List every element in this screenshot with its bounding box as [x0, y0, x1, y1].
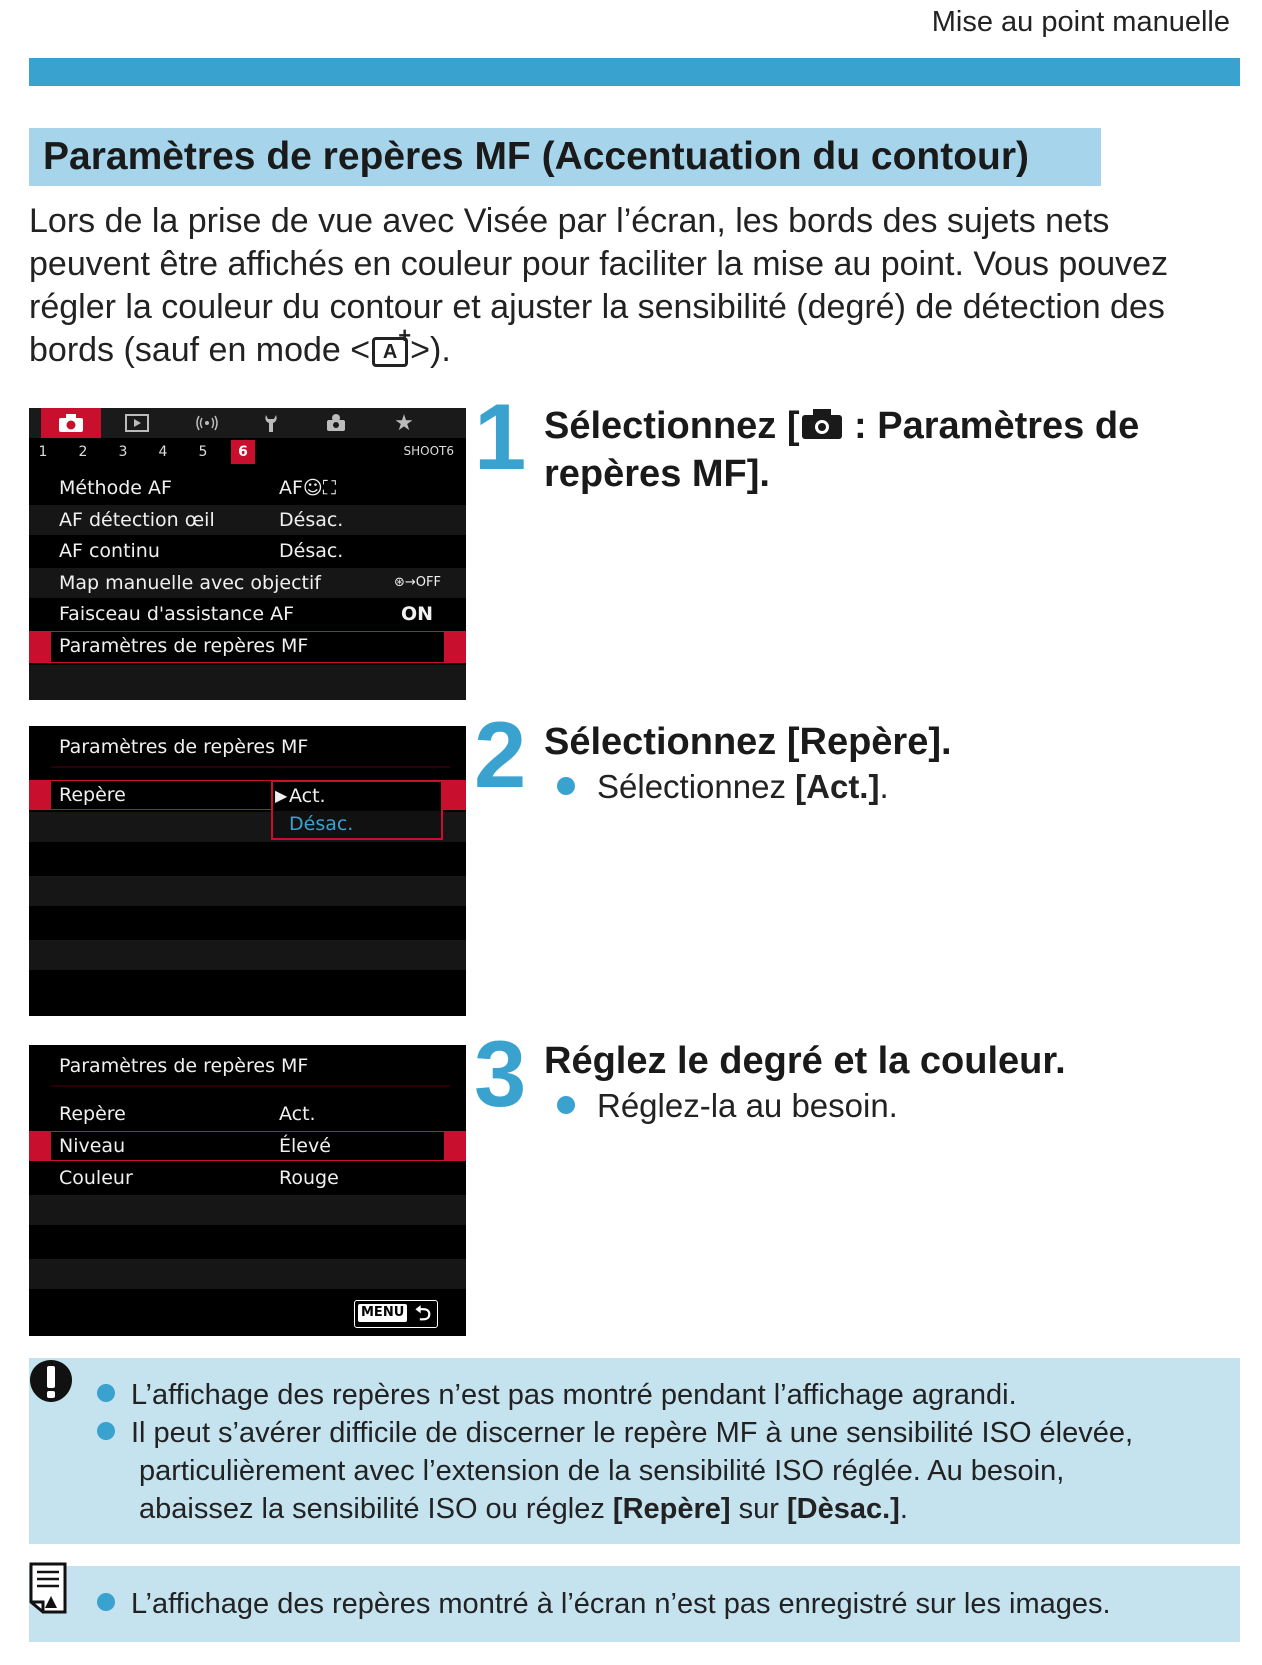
- menu-row-label: Paramètres de repères MF: [59, 635, 309, 657]
- option-act[interactable]: [273, 782, 441, 810]
- caution-item-continuation: [139, 1491, 908, 1528]
- menu-row-value: AF☺⛶: [279, 477, 337, 499]
- section-title: Paramètres de repères MF (Accentuation du contour): [29, 128, 1101, 186]
- step-title: Réglez le degré et la couleur.: [544, 1040, 1066, 1082]
- bullet-dot: [97, 1384, 115, 1402]
- option-desac[interactable]: [273, 811, 441, 838]
- menu-row[interactable]: [29, 599, 466, 629]
- menu-row[interactable]: [29, 1163, 466, 1193]
- caution-text: .: [899, 1493, 908, 1525]
- menu-row-label: AF détection œil: [59, 509, 215, 531]
- menu-row-label: Niveau: [59, 1135, 126, 1157]
- divider: [51, 766, 450, 768]
- bullet-dot: [97, 1593, 115, 1611]
- option-label: Act.: [289, 785, 326, 807]
- subtab[interactable]: 4: [158, 444, 168, 460]
- menu-row[interactable]: [29, 1099, 466, 1129]
- tab-wireless[interactable]: [177, 408, 237, 438]
- tab-custom-functions[interactable]: [306, 408, 366, 438]
- memo-icon: [29, 1562, 69, 1616]
- step-number: 3: [474, 1021, 527, 1126]
- playback-icon: [124, 413, 150, 433]
- caution-text: abaissez la sensibilité ISO ou réglez: [139, 1493, 613, 1525]
- star-icon: ★: [394, 410, 414, 436]
- step-number: 1: [474, 384, 527, 489]
- caution-text-bold: [Repère]: [612, 1493, 731, 1525]
- menu-row-label: Faisceau d'assistance AF: [59, 603, 295, 625]
- bullet-text: .: [879, 768, 889, 805]
- menu-tabs: [29, 408, 466, 438]
- bullet-dot: [557, 777, 575, 795]
- screen-title: Paramètres de repères MF: [59, 1055, 309, 1077]
- menu-row-selected[interactable]: [29, 1131, 466, 1161]
- step-title: [544, 402, 1244, 498]
- subtab[interactable]: 3: [118, 444, 128, 460]
- menu-row[interactable]: [29, 536, 466, 566]
- menu-row-empty: [29, 1227, 466, 1257]
- caution-text: sur: [730, 1493, 787, 1525]
- step-title-text: : Paramètres de: [843, 405, 1140, 447]
- bullet-text: Réglez-la au besoin.: [597, 1087, 898, 1124]
- caution-text-bold: [Dèsac.]: [786, 1493, 900, 1525]
- menu-row-empty: [29, 1259, 466, 1289]
- menu-row-value: Rouge: [279, 1167, 339, 1189]
- divider: [51, 1085, 450, 1087]
- intro-line: [29, 323, 1244, 372]
- screen-title: Paramètres de repères MF: [59, 736, 309, 758]
- memo-text: L’affichage des repères montré à l’écran n’est pas enregistré sur les images.: [131, 1588, 1111, 1620]
- menu-row[interactable]: [29, 568, 466, 598]
- camera-icon: [800, 407, 844, 441]
- option-dropdown[interactable]: [271, 780, 443, 840]
- menu-row-empty: [29, 876, 466, 906]
- option-label: Désac.: [289, 813, 354, 835]
- tab-setup[interactable]: [241, 408, 301, 438]
- page-header-title: Mise au point manuelle: [931, 6, 1230, 38]
- menu-row-label: Repère: [59, 1103, 126, 1125]
- bullet-text-bold: [Act.]: [795, 768, 880, 805]
- menu-row-value: Désac.: [279, 509, 344, 531]
- intro-text: >).: [410, 331, 451, 369]
- custom-functions-icon: [324, 412, 348, 434]
- caution-item: [97, 1377, 1017, 1414]
- menu-button-label: MENU: [358, 1304, 407, 1322]
- caution-text: L’affichage des repères n’est pas montré pendant l’affichage agrandi.: [131, 1379, 1017, 1411]
- menu-row-label: AF continu: [59, 540, 160, 562]
- camera-icon: [57, 413, 85, 433]
- menu-row-value: ON: [401, 603, 434, 625]
- caution-item-continuation: particulièrement avec l’extension de la sensibilité ISO réglée. Au besoin,: [139, 1455, 1065, 1487]
- bullet-text: Sélectionnez: [597, 768, 796, 805]
- camera-screen-mf-settings: [29, 1045, 466, 1336]
- menu-return-button[interactable]: [354, 1300, 438, 1328]
- menu-row-value: Act.: [279, 1103, 316, 1125]
- subtab[interactable]: 2: [78, 444, 88, 460]
- step-title: Sélectionnez [Repère].: [544, 721, 952, 763]
- menu-page-label: SHOOT6: [403, 444, 454, 458]
- mode-icon-letter: A: [382, 341, 398, 364]
- pointer-icon: ▶: [275, 786, 288, 805]
- intro-line: Lors de la prise de vue avec Visée par l’écran, les bords des sujets nets: [29, 202, 1110, 240]
- menu-row[interactable]: [29, 505, 466, 535]
- intro-paragraph: [29, 200, 1244, 372]
- menu-row-label: Couleur: [59, 1167, 133, 1189]
- bullet-dot: [97, 1422, 115, 1440]
- subtab[interactable]: 5: [198, 444, 208, 460]
- menu-row-empty: [29, 908, 466, 938]
- menu-row-value: Élevé: [279, 1135, 331, 1157]
- tab-my-menu[interactable]: [374, 408, 434, 438]
- menu-row[interactable]: [29, 473, 466, 503]
- menu-row-value: Désac.: [279, 540, 344, 562]
- menu-row-selected[interactable]: [29, 631, 466, 663]
- tab-shooting[interactable]: [41, 408, 101, 438]
- scene-intelligent-auto-icon: A +: [372, 337, 408, 367]
- bullet-dot: [557, 1096, 575, 1114]
- camera-screen-mf-peaking: [29, 726, 466, 1016]
- menu-row-empty: [29, 844, 466, 874]
- step-bullet: [557, 767, 1237, 807]
- caution-icon: [28, 1358, 74, 1404]
- intro-text: bords (sauf en mode <: [29, 331, 371, 369]
- caution-text: Il peut s’avérer difficile de discerner le repère MF à une sensibilité ISO élevée,: [131, 1417, 1134, 1449]
- menu-subtabs: [29, 438, 466, 466]
- memo-box: [29, 1566, 1240, 1642]
- menu-row-value: ⊛→OFF: [394, 575, 441, 590]
- step-title-text: repères MF].: [544, 453, 770, 495]
- memo-item: [97, 1586, 1111, 1623]
- camera-screen-shoot-menu: [29, 408, 466, 700]
- step-title-text: Sélectionnez [: [544, 405, 800, 447]
- intro-line: peuvent être affichés en couleur pour faciliter la mise au point. Vous pouvez: [29, 245, 1169, 283]
- intro-line: régler la couleur du contour et ajuster la sensibilité (degré) de détection des: [29, 288, 1165, 326]
- caution-box: [29, 1358, 1240, 1544]
- header-bar: [29, 58, 1240, 86]
- menu-row-empty: [29, 940, 466, 970]
- menu-row-empty: [29, 1195, 466, 1225]
- caution-item: [97, 1415, 1133, 1452]
- menu-row-label: Méthode AF: [59, 477, 172, 499]
- wireless-icon: [194, 413, 220, 433]
- step-bullet: [557, 1086, 1237, 1126]
- menu-row-label: Map manuelle avec objectif: [59, 572, 321, 594]
- return-icon: ⮌: [414, 1301, 431, 1325]
- menu-row-empty: [29, 665, 466, 700]
- menu-row-label: Repère: [59, 784, 126, 806]
- subtab[interactable]: 1: [38, 444, 48, 460]
- step-number: 2: [474, 702, 527, 807]
- wrench-icon: [260, 412, 282, 434]
- subtab-active[interactable]: 6: [231, 440, 255, 464]
- tab-playback[interactable]: [107, 408, 167, 438]
